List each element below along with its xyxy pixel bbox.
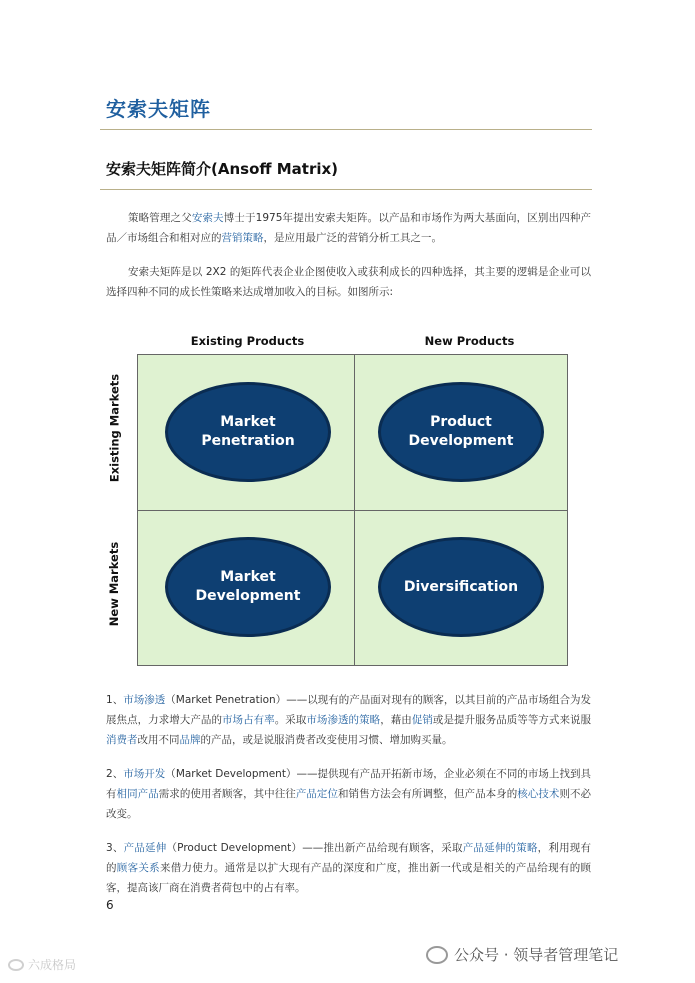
link-promotion[interactable]: 促销 <box>411 714 433 726</box>
link-consumer[interactable]: 消费者 <box>106 734 138 746</box>
text: 2、 <box>106 768 124 780</box>
text: 来借力使力。通常是以扩大现有产品的深度和广度，推出新一代或是相关的产品给现有的顾客，提高该厂商在消费者荷包中的占有率。 <box>106 862 592 894</box>
text: 策略管理之父 <box>128 212 192 224</box>
text: 3、 <box>106 842 124 854</box>
wechat-icon <box>426 946 448 964</box>
watermark-text: 六成格局 <box>28 958 77 972</box>
cell-text: Penetration <box>201 433 295 449</box>
list-item-product-development <box>106 838 591 898</box>
link-brand[interactable]: 品牌 <box>179 734 201 746</box>
intro-paragraph <box>106 208 591 248</box>
text: ，利用现有的 <box>106 842 592 874</box>
text: 。采取 <box>274 714 307 726</box>
cell-text: Market <box>220 569 276 585</box>
matrix-paragraph: 安索夫矩阵是以 2X2 的矩阵代表企业企图使收入或获利成长的四种选择，其主要的逻辑是企业可以选择四种不同的成长性策略来达成增加收入的目标。如图所示: <box>106 266 591 298</box>
text: ，藉由 <box>380 714 412 726</box>
col-header-new-products: New Products <box>424 334 515 348</box>
cell-text: Development <box>408 433 514 449</box>
cell-text: Diversification <box>403 578 519 595</box>
text: 改用不同 <box>137 734 180 746</box>
link-same-product[interactable]: 相同产品 <box>116 788 159 800</box>
row-header-new-markets: New Markets <box>107 541 121 627</box>
cell-text: Market <box>220 414 276 430</box>
link-core-technology[interactable]: 核心技术 <box>517 788 560 800</box>
link-penetration-strategy[interactable]: 市场渗透的策略 <box>306 714 381 726</box>
text: （Market Penetration）——以现有的产品面对现有的顾客，以其目前的产品市场组合为发展焦点，力求增大产品的 <box>106 694 591 726</box>
wechat-account-name: 公众号 · 领导者管理笔记 <box>454 946 619 964</box>
cell-market-penetration <box>165 382 331 482</box>
page-number: 6 <box>106 898 114 912</box>
link-market-penetration[interactable]: 市场渗透 <box>123 694 166 706</box>
text: ，是应用最广泛的营销分析工具之一。 <box>263 232 442 244</box>
cell-text: Development <box>195 588 301 604</box>
row-header-existing-markets: Existing Markets <box>107 373 122 483</box>
matrix-horizontal-divider <box>138 510 567 511</box>
text: 或是提升服务品质等等方式来说服 <box>432 714 592 726</box>
col-header-existing-products: Existing Products <box>190 334 305 348</box>
link-ansoff[interactable]: 安索夫 <box>191 212 224 224</box>
text: 则不必改变。 <box>106 788 592 820</box>
link-customer-relationship[interactable]: 顾客关系 <box>116 862 160 874</box>
list-item-market-penetration <box>106 690 591 750</box>
title-rule <box>100 129 592 130</box>
section-subtitle: 安索夫矩阵简介(Ansoff Matrix) <box>106 160 339 178</box>
cell-market-development <box>165 537 331 637</box>
text: （Product Development）——推出新产品给现有顾客，采取 <box>166 842 463 854</box>
cell-diversification <box>378 537 544 637</box>
text: 1、 <box>106 694 124 706</box>
text: （Market Development）——提供现有产品开拓新市场，企业必须在不同的市场上找到具有 <box>106 768 591 800</box>
text: 的产品，或是说服消费者改变使用习惯、增加购买量。 <box>200 734 453 746</box>
text: 和销售方法会有所调整，但产品本身的 <box>338 788 518 800</box>
text: 需求的使用者顾客，其中往往 <box>158 788 296 800</box>
text: 博士于1975年提出安索夫矩阵。以产品和市场作为两大基面向，区别出四种产品／市场组合和相对应的 <box>106 212 591 244</box>
list-item-market-development <box>106 764 591 824</box>
link-marketing-strategy[interactable]: 营销策略 <box>221 232 264 244</box>
link-product-extension[interactable]: 产品延伸 <box>123 842 167 854</box>
cell-product-development <box>378 382 544 482</box>
link-product-positioning[interactable]: 产品定位 <box>295 788 338 800</box>
link-market-share[interactable]: 市场占有率 <box>222 714 275 726</box>
watermark-logo-icon <box>8 959 24 971</box>
page-title: 安索夫矩阵 <box>106 97 211 121</box>
cell-text: Product <box>430 414 492 430</box>
wechat-account-watermark <box>426 944 618 965</box>
link-market-development[interactable]: 市场开发 <box>123 768 166 780</box>
left-watermark <box>8 956 76 973</box>
ansoff-matrix <box>137 354 568 666</box>
link-extension-strategy[interactable]: 产品延伸的策略 <box>462 842 538 854</box>
subtitle-rule <box>100 189 592 190</box>
